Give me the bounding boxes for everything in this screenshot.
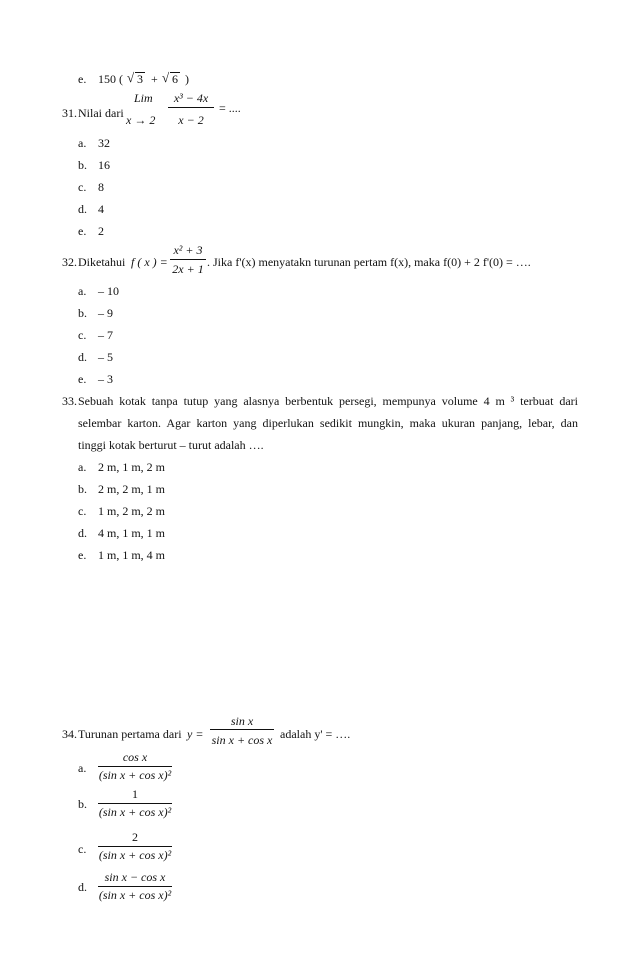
option-letter: b. xyxy=(78,797,87,811)
fraction-denominator: (sin x + cos x)² xyxy=(98,888,172,902)
fraction-denominator: sin x + cos x xyxy=(211,733,273,747)
option-letter: a. xyxy=(78,284,87,298)
question-text-line: Sebuah kotak tanpa tutup yang alasnya berbentuk persegi, mempunya volume 4 m ³ terbuat dari xyxy=(78,394,578,408)
option-letter: c. xyxy=(78,504,87,518)
option-letter: a. xyxy=(78,136,87,150)
option-text: – 7 xyxy=(98,328,113,342)
fraction-denominator: (sin x + cos x)² xyxy=(98,848,172,862)
fraction-numerator: sin x − cos x xyxy=(104,870,166,884)
y-equals: y = xyxy=(187,727,204,741)
fraction-numerator: x² + 3 xyxy=(173,243,203,257)
option-letter: b. xyxy=(78,306,87,320)
function-label: f ( x ) = xyxy=(131,255,168,269)
fraction-bar xyxy=(98,846,172,847)
option-text: 4 m, 1 m, 1 m xyxy=(98,526,166,540)
question-number: 31. xyxy=(62,106,77,120)
fraction-denominator: (sin x + cos x)² xyxy=(98,768,172,782)
fraction-numerator: 1 xyxy=(132,787,138,801)
option-letter: c. xyxy=(78,180,87,194)
option-text: – 9 xyxy=(98,306,113,320)
fraction-denominator: (sin x + cos x)² xyxy=(98,805,172,819)
option-text: 2 m, 2 m, 1 m xyxy=(98,482,166,496)
fraction-denominator: 2x + 1 xyxy=(172,262,204,276)
option-letter: d. xyxy=(78,880,87,894)
fraction-bar xyxy=(98,803,172,804)
question-text-line: tinggi kotak berturut – turut adalah …. xyxy=(78,438,264,452)
option-text: 1 m, 2 m, 2 m xyxy=(98,504,166,518)
sqrt-symbol: √ xyxy=(127,70,135,85)
option-text: 8 xyxy=(98,180,104,194)
fraction-bar xyxy=(170,259,206,260)
question-tail: = .... xyxy=(219,101,241,115)
option-text: 16 xyxy=(98,158,110,172)
fraction-bar xyxy=(210,729,274,730)
question-text-line: selembar karton. Agar karton yang diperlukan sedikit mungkin, maka ukuran panjang, lebar, dan xyxy=(78,416,578,430)
lim-text: Lim xyxy=(134,91,153,105)
fraction-numerator: cos x xyxy=(122,750,148,764)
fraction-denominator: x − 2 xyxy=(178,113,204,127)
fraction-bar xyxy=(98,886,172,887)
option-text: – 10 xyxy=(98,284,119,298)
question-number: 33. xyxy=(62,394,77,408)
option-text: 150 ( xyxy=(98,72,123,86)
option-letter: e. xyxy=(78,372,87,386)
question-lead: Diketahui xyxy=(78,255,126,269)
option-text: ) xyxy=(185,72,189,86)
option-text: – 3 xyxy=(98,372,113,386)
option-letter: a. xyxy=(78,761,87,775)
option-text: 2 xyxy=(98,224,104,238)
question-tail: adalah y' = …. xyxy=(280,727,351,741)
option-letter: e. xyxy=(78,224,87,238)
sqrt-radicand: 6 xyxy=(172,72,178,86)
question-number: 34. xyxy=(62,727,77,741)
sqrt-symbol: √ xyxy=(162,70,170,85)
option-text: 32 xyxy=(98,136,110,150)
option-letter: e. xyxy=(78,548,87,562)
fraction-numerator: 2 xyxy=(132,830,138,844)
option-letter: b. xyxy=(78,482,87,496)
question-lead: Nilai dari xyxy=(78,106,124,120)
option-letter: c. xyxy=(78,842,87,856)
plus-sign: + xyxy=(151,72,158,86)
option-letter: d. xyxy=(78,202,87,216)
option-letter: c. xyxy=(78,328,87,342)
option-letter: e. xyxy=(78,72,87,86)
option-text: 4 xyxy=(98,202,104,216)
lim-subscript: x → 2 xyxy=(126,113,156,127)
option-letter: d. xyxy=(78,350,87,364)
fraction-numerator: x³ − 4x xyxy=(173,91,209,105)
question-lead: Turunan pertama dari xyxy=(78,727,182,741)
question-tail: . Jika f'(x) menyatakn turunan pertam f(x), maka f(0) + 2 f'(0) = …. xyxy=(207,255,531,269)
fraction-bar xyxy=(98,766,172,767)
fraction-numerator: sin x xyxy=(230,714,254,728)
option-text: 1 m, 1 m, 4 m xyxy=(98,548,166,562)
sqrt-radicand: 3 xyxy=(137,72,143,86)
option-text: 2 m, 1 m, 2 m xyxy=(98,460,166,474)
option-letter: b. xyxy=(78,158,87,172)
fraction-bar xyxy=(168,107,214,108)
option-letter: d. xyxy=(78,526,87,540)
option-text: – 5 xyxy=(98,350,113,364)
option-letter: a. xyxy=(78,460,87,474)
question-number: 32. xyxy=(62,255,77,269)
